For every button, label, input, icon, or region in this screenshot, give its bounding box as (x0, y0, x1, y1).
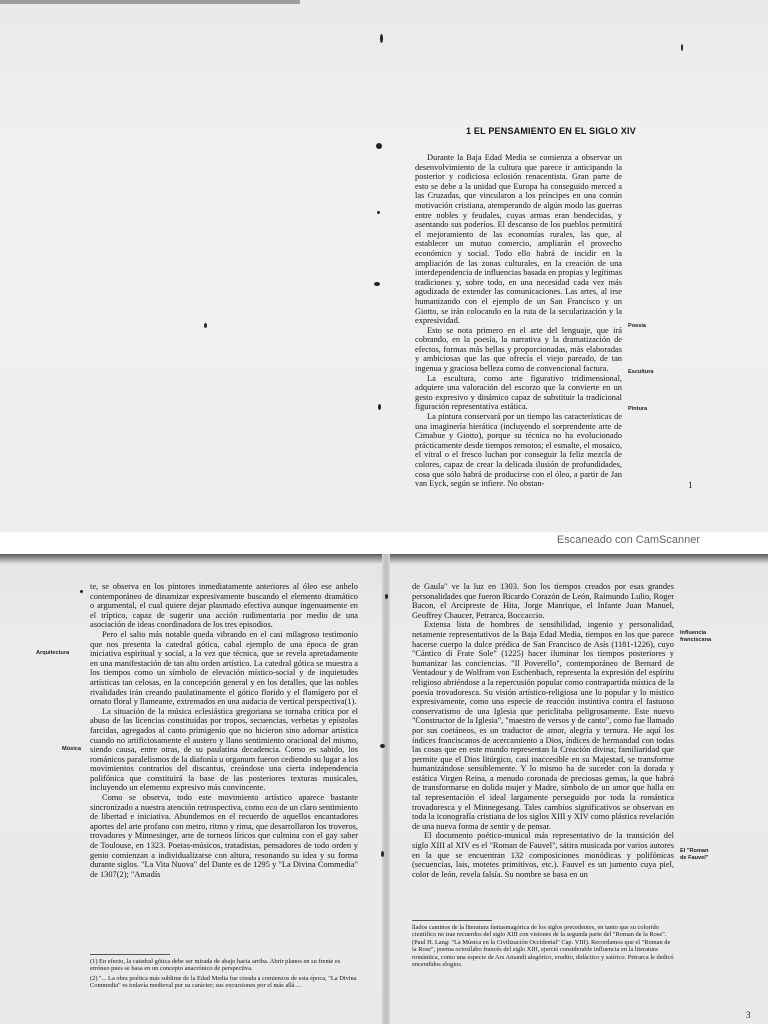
margin-note-roman-de-fauvel: El "Roman de Fauvel" (680, 848, 709, 861)
scanner-label: Escaneado con CamScanner (556, 534, 700, 546)
page2-left-column (90, 582, 358, 952)
page2-right-column (412, 582, 674, 902)
scan-edge-mark (0, 0, 300, 4)
scan-speck (380, 744, 385, 748)
page1-body-column (415, 153, 622, 489)
paragraph: Extensa lista de hombres de sensibilidad, ingenio y personalidad, netamente representativos de la Baja Edad Media, tiempos en los que parece hacerse cuerpo la dulce prédica de San Francisco de Asís (1181-1226), cuyo "Cántico di Frate Sole" (1225) hacer iluminar los tiempos posteriores y humanizar las conciencias. "Il Poverello", contemporáneo de Bernard de Ventadour y de Wolfram von Eschenbach, representa la expresión del espíritu religioso abriéndose a la repercusión popular como contrapartida mística de la poesía trovadoresca. Su visión artístico-religiosa une lo popular y lo místico expresivamente, como una especie de reacción instintiva contra el fastuoso conservatismo de una Iglesia que periclitaba peligrosamente. Este nuevo "Constructor de la Iglesia", "maestro de versos y de canto", como fue llamado por sus coetáneos, es un traductor de amor, alegría y ternura. He aquí los índices franciscanos de acercamiento a Dios, índices de hermandad con todas las cosas que en este mundo representan la Creación divina; familiaridad que permite que el Dios litúrgico, casi inaccesible en su Majestad, se transforme humanizándose sensiblemente. Y lo mismo ha de suceder con la dorada y estática Virgen Reina, a menudo coronada de preciosas gemas, la que habrá de transformarse en dolida mujer y Madre, símbolo de un amor que halla en tal representación el ideal largamente perseguido por toda la romántica trovadoresca y el Minnegesang. Tales cambios significativos se observan en toda la iconografía cristiana de los siglos XIII y XIV como plástica revelación de una nueva forma de sentir y de pensar. (412, 620, 674, 831)
scan-speck (80, 590, 83, 593)
scan-speck (377, 211, 380, 214)
paragraph: de Gaula" ve la luz en 1303. Son los tiempos creados por esas grandes personalidades que fueron Ricardo Corazón de León, Raimundo Lulio, Roger Bacon, el Arcipreste de Hita, Jorge Manrique, el Infante Juan Manuel, Geoffrey Chaucer, Petrarca, Boccaccio. (412, 582, 674, 620)
scan-speck (380, 34, 383, 43)
scanner-strip (0, 532, 768, 554)
page2-left-footnotes (90, 958, 360, 1024)
page-number: 1 (688, 480, 693, 490)
footnote-rule (90, 954, 170, 955)
margin-note-poesia: Poesía (628, 323, 647, 329)
scan-speck (378, 404, 381, 410)
scan-speck (681, 44, 683, 51)
paragraph: La pintura conservará por un tiempo las características de una imaginería hierática (incluyendo el sorprendente arte de Cimabue y Giotto), porque su técnica no ha evolucionado prácticamente desde tiempos remotos; el esmalte, el mosaico, el vitral o el fresco luchan por conseguir la feliz mezcla de colores, capaz de crear la delicada ilusión de profundidades, cosa que sólo habrá de producirse con el óleo, a partir de Jan van Eyck, según se infiere. No obstan- (415, 412, 622, 489)
page-number: 3 (746, 1010, 751, 1020)
paragraph: El documento poético-musical más representativo de la transición del siglo XIII al XIV es el "Roman de Fauvel", sátira musicada por varios autores en la que se encuentran 132 composiciones monódicas y polifónicas (secuencias, lais, motetes primitivos, etc.). Fauvel es un jumento cuya piel, color de león, revela falsía. Su nombre se basa en un (412, 831, 674, 879)
margin-note-pintura: Pintura (628, 406, 648, 412)
paragraph: Durante la Baja Edad Media se comienza a observar un desenvolvimiento de la cultura que parece ir anticipando la posterior y codiciosa eclosión renacentista. Gran parte de esto se debe a la unidad que Europa ha conseguido merced a las Cruzadas, que vincularon a los príncipes en una común motivación cristiana, atemperando de algún modo las guerras entre nobles y feudales, cuyas armas eran bendecidas, y asentando sus poderíos. El descanso de los pueblos permitirá el mejoramiento de las economías rurales, las que, al establecer un mutuo comercio, ampliarán el provecho económico y social. Todo ello habrá de incidir en la ampliación de las zonas culturales, en la creación de una interdependencia de influencias basada en propias y legítimas tradiciones y, sobre todo, en una necesidad cada vez más agudizada de extender las comunicaciones. Las artes, al irse humanizando con el ejemplo de un San Francisco y un Giotto, se irán colocando en la ruta de la secularización y la expresividad. (415, 153, 622, 326)
scan-speck (385, 594, 388, 599)
paragraph: Esto se nota primero en el arte del lenguaje, que irá cobrando, en la poesía, la narrativa y la dramatización de efectos, formas más bellas y proporcionadas, más elaboradas y ambiciosas que las que ofrecía el viejo pareado, de tan ingenua y graciosa belleza como de convencional factura. (415, 325, 622, 374)
footnote: llados caminos de la literatura fantasmagórica de los siglos precedentes, en tanto que su colorido científico no trae recuerdos del siglo XIII con visiones de la segunda parte del "Roman de la Rose". (Paul H. Lang: "La Música en la Civilización Occidental" Cap. VIII). Recordamos que el "Roman de la Rose", poema octosílabo francés del siglo XIII, ejerció considerable influencia en la literatura romántica, como una especie de Ars Amandi alegórico, erudito, didáctico y satírico. Petrarca le dedicó encendidos elogios. (412, 924, 674, 969)
paragraph: La escultura, como arte figurativo tridimensional, adquiere una valoración del escorzo que la convierte en un gesto expresivo y dinámico capaz de substituir la tradicional figuración representativa estática. (415, 373, 622, 412)
paragraph: Pero el salto más notable queda vibrando en el casi milagroso testimonio que nos presenta la catedral gótica, cabal ejemplo de una época de gran iniciativa espiritual y social, a la vez que técnica, que se revela apretadamente en una manifestación de tan alto orden artístico. La catedral gótica se muestra a los tiempos como un símbolo de elevación místico-social y de inquietudes artísticas tan celosas, en la concepción general y en los detalles, que las nobles rivalidades irán creando paulatinamente el gótico florido y el flamígero por el ornato floral y llameante, extremados en una audacia de vertical perspectiva(1). (90, 629, 358, 707)
paragraph: Como se observa, todo este movimiento artístico aparece bastante sincronizado a nuestra atención retrospectiva, como eco de un claro sentimiento de libertad e iniciativa. Abundemos en el recuerdo de aquellos encantadores aportes del arte profano con metro, ritmo y rima, que desarrollaron los troveros, trovadores y Minnesinger, arte de torneos líricos que culmina con el gay saber de Toulouse, en 1323. Poetas-músicos, tratadistas, pensadores de todo orden y genio comienzan a individualizarse con altura, resonando su idea y su forma durante siglos. "La Vita Nuova" del Dante es de 1295 y "La Divina Commedia" de 1307(2); "Amadís (90, 793, 358, 879)
paragraph: La situación de la música eclesiástica gregoriana se tornaba crítica por el abuso de las licencias constituidas por tropos, secuencias, verbetas y epístolas farcidas, agregados al canto primigenio que no hicieron sino adornar artística cuando no artificiosamente el austero y llano sentimiento oracional del mismo, siendo causa, entre otras, de su paulatina decadencia. Como es sabido, los románicos paralelismos de la diafonía u organum fueron cediendo su lugar a los movimientos contrarios del discantus, creándose una cierta independencia polifónica que constituirá la base de las posteriores texturas musicales, incluyendo un elemento expresivo más convincente. (90, 706, 358, 793)
scan-speck (376, 143, 382, 149)
footnote: (1) En efecto, la catedral gótica debe ser mirada de abajo hacia arriba. Abrir planos en su frente es erróneo pues se basa en un concepto anacrónico de perspectiva. (90, 958, 341, 973)
paragraph: te, se observa en los pintores inmediatamente anteriores al óleo ese anhelo contemporáneo de dinamizar expresivamente buscando el elemento dramático o argumental, el cual quiere dejar plasmado efectiva aunque ingenuamente en el tríptico, capaz de sugerir una acción rudimentaria por medio de una asociación de ideas coordinadora de los tres episodios. (90, 582, 358, 630)
chapter-heading: 1 EL PENSAMIENTO EN EL SIGLO XIV (466, 126, 636, 136)
margin-note-influencia-franciscana: Influencia franciscana (680, 630, 712, 643)
margin-note-musica: Música (62, 746, 81, 752)
book-gutter (382, 554, 390, 1024)
scan-speck (381, 851, 384, 857)
margin-note-escultura: Escultura (628, 369, 654, 375)
scan-speck (204, 323, 207, 328)
footnote: (2) "... La obra poética más sublime de la Edad Media fue creada a comienzos de esta época, "La Divina Commedia" es todavía medieval por su carácter; sus excursiones por el más allá ... (90, 974, 357, 990)
scan-speck (374, 282, 380, 286)
margin-note-arquitectura: Arquitectura (36, 650, 70, 656)
footnote-rule (412, 920, 492, 921)
page2-right-footnotes (412, 924, 674, 1004)
